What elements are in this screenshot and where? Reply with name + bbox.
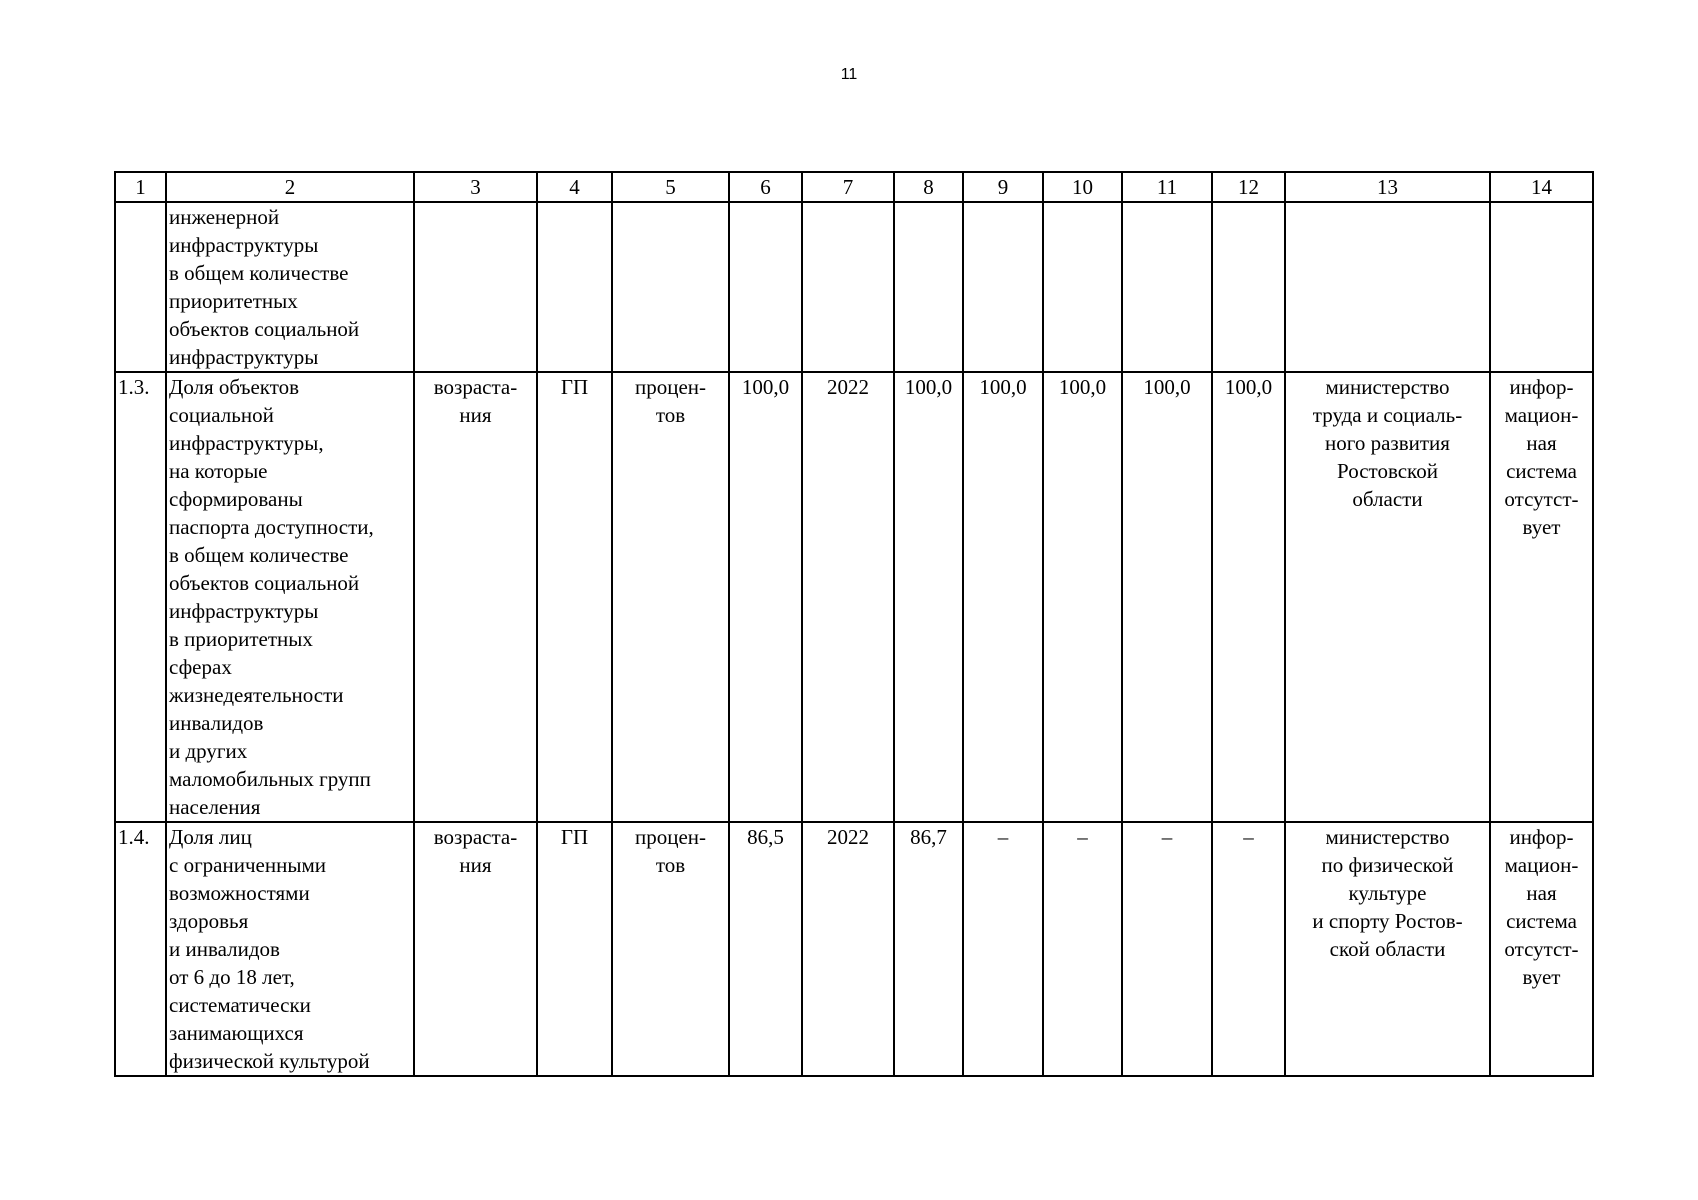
indicators-table — [114, 171, 1594, 1077]
column-number: 11 — [1122, 172, 1212, 202]
cell-empty — [414, 202, 537, 372]
column-number: 14 — [1490, 172, 1593, 202]
cell-base-year: 2022 — [802, 822, 894, 1076]
cell-value: – — [963, 822, 1043, 1076]
column-number: 8 — [894, 172, 963, 202]
cell-value: 100,0 — [894, 372, 963, 822]
column-number: 9 — [963, 172, 1043, 202]
cell-direction: возраста- ния — [414, 372, 537, 822]
page-number: 11 — [840, 66, 858, 83]
cell-value: – — [1043, 822, 1122, 1076]
column-number: 12 — [1212, 172, 1285, 202]
cell-empty — [1285, 202, 1490, 372]
cell-empty — [894, 202, 963, 372]
cell-empty — [1043, 202, 1122, 372]
cell-num: 1.4. — [115, 822, 166, 1076]
cell-unit: процен- тов — [612, 822, 729, 1076]
cell-empty — [1212, 202, 1285, 372]
column-number: 7 — [802, 172, 894, 202]
cell-empty — [537, 202, 612, 372]
column-number: 13 — [1285, 172, 1490, 202]
cell-empty — [963, 202, 1043, 372]
cell-level: ГП — [537, 372, 612, 822]
column-number: 6 — [729, 172, 802, 202]
cell-indicator-name: инженерной инфраструктуры в общем количестве приоритетных объектов социальной инфраструктуры — [166, 202, 414, 372]
cell-value: 100,0 — [963, 372, 1043, 822]
column-number: 10 — [1043, 172, 1122, 202]
cell-unit: процен- тов — [612, 372, 729, 822]
cell-direction: возраста- ния — [414, 822, 537, 1076]
cell-empty — [1122, 202, 1212, 372]
column-number: 2 — [166, 172, 414, 202]
cell-base-value: 100,0 — [729, 372, 802, 822]
cell-value: 100,0 — [1212, 372, 1285, 822]
cell-value: 86,7 — [894, 822, 963, 1076]
cell-value: 100,0 — [1043, 372, 1122, 822]
cell-indicator-name: Доля объектов социальной инфраструктуры, на которые сформированы паспорта доступности, в общем количестве объектов социальной инфраструктуры в приоритетных сферах жизнедеятельности инвалидов и других маломобильных групп населения — [166, 372, 414, 822]
cell-base-value: 86,5 — [729, 822, 802, 1076]
cell-responsible: министерство труда и социаль- ного развития Ростовской области — [1285, 372, 1490, 822]
cell-value: 100,0 — [1122, 372, 1212, 822]
table-row — [115, 822, 1593, 1076]
cell-empty — [729, 202, 802, 372]
column-number: 3 — [414, 172, 537, 202]
cell-indicator-name: Доля лиц с ограниченными возможностями здоровья и инвалидов от 6 до 18 лет, систематически занимающихся физической культурой — [166, 822, 414, 1076]
cell-base-year: 2022 — [802, 372, 894, 822]
cell-level: ГП — [537, 822, 612, 1076]
cell-value: – — [1122, 822, 1212, 1076]
column-number: 5 — [612, 172, 729, 202]
cell-responsible: министерство по физической культуре и спорту Ростов- ской области — [1285, 822, 1490, 1076]
cell-info-system: инфор- мацион- ная система отсутст- вует — [1490, 822, 1593, 1076]
column-number: 1 — [115, 172, 166, 202]
cell-empty — [1490, 202, 1593, 372]
table-row — [115, 372, 1593, 822]
column-number-row — [115, 172, 1593, 202]
continuation-row — [115, 202, 1593, 372]
cell-empty — [802, 202, 894, 372]
column-number: 4 — [537, 172, 612, 202]
cell-num: 1.3. — [115, 372, 166, 822]
cell-info-system: инфор- мацион- ная система отсутст- вует — [1490, 372, 1593, 822]
cell-num — [115, 202, 166, 372]
cell-value: – — [1212, 822, 1285, 1076]
cell-empty — [612, 202, 729, 372]
